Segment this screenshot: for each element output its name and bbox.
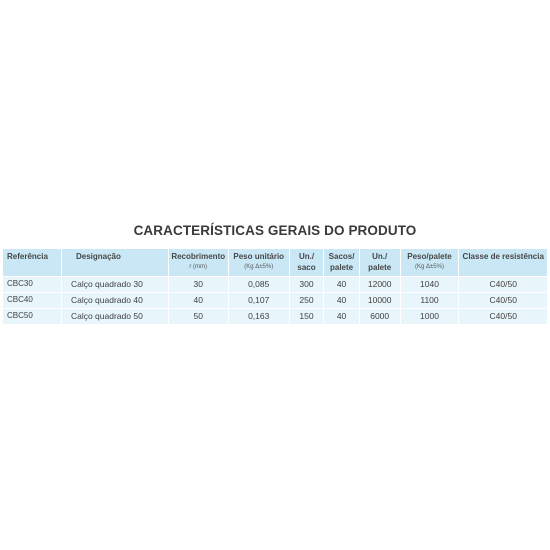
cell-designacao: Calço quadrado 30 [62,277,168,292]
cell-peso-palete: 1000 [401,309,459,324]
cell-un-saco: 150 [290,309,324,324]
header-designacao [62,249,168,276]
header-label: Classe de resistência [462,252,544,261]
header-label: Peso/palete [407,252,452,261]
header-unit: (Kg Δ±5%) [244,264,274,270]
cell-classe-resistencia: C40/50 [459,293,547,308]
product-characteristics-table [2,248,548,325]
cell-un-saco: 300 [290,277,324,292]
header-unit: r (mm) [189,264,208,270]
cell-un-saco: 250 [290,293,324,308]
cell-designacao: Calço quadrado 50 [62,309,168,324]
table-row [3,309,547,324]
header-label: Recobrimento [171,252,226,261]
header-referencia [3,249,61,276]
cell-recobrimento: 40 [169,293,228,308]
header-label: Un./ saco [297,252,316,272]
cell-sacos-palete: 40 [324,277,359,292]
header-label: Un./ palete [368,252,392,272]
cell-un-palete: 12000 [360,277,400,292]
cell-referencia: CBC30 [3,277,61,292]
table-row [3,293,547,308]
cell-designacao: Calço quadrado 40 [62,293,168,308]
cell-referencia: CBC50 [3,309,61,324]
page-title: CARACTERÍSTICAS GERAIS DO PRODUTO [133,223,417,238]
cell-peso-palete: 1040 [401,277,459,292]
header-recobrimento [169,249,228,276]
header-peso-palete [401,249,459,276]
cell-sacos-palete: 40 [324,309,359,324]
cell-un-palete: 6000 [360,309,400,324]
cell-referencia: CBC40 [3,293,61,308]
cell-sacos-palete: 40 [324,293,359,308]
cell-peso-unitario: 0,085 [229,277,289,292]
table-row [3,277,547,292]
cell-peso-unitario: 0,107 [229,293,289,308]
header-sacos-palete [324,249,359,276]
cell-recobrimento: 50 [169,309,228,324]
cell-classe-resistencia: C40/50 [459,309,547,324]
header-classe-resistencia [459,249,547,276]
header-label: Designação [75,252,121,261]
header-unit: (Kg Δ±5%) [415,264,444,270]
header-un-saco [290,249,324,276]
cell-classe-resistencia: C40/50 [459,277,547,292]
cell-peso-unitario: 0,163 [229,309,289,324]
cell-un-palete: 10000 [360,293,400,308]
header-label: Sacos/ palete [328,252,355,272]
header-peso-unitario [229,249,289,276]
header-label: Referência [7,252,48,261]
cell-recobrimento: 30 [169,277,228,292]
table-header-row [3,249,547,276]
cell-peso-palete: 1100 [401,293,459,308]
header-un-palete [360,249,400,276]
header-label: Peso unitário [233,252,285,261]
